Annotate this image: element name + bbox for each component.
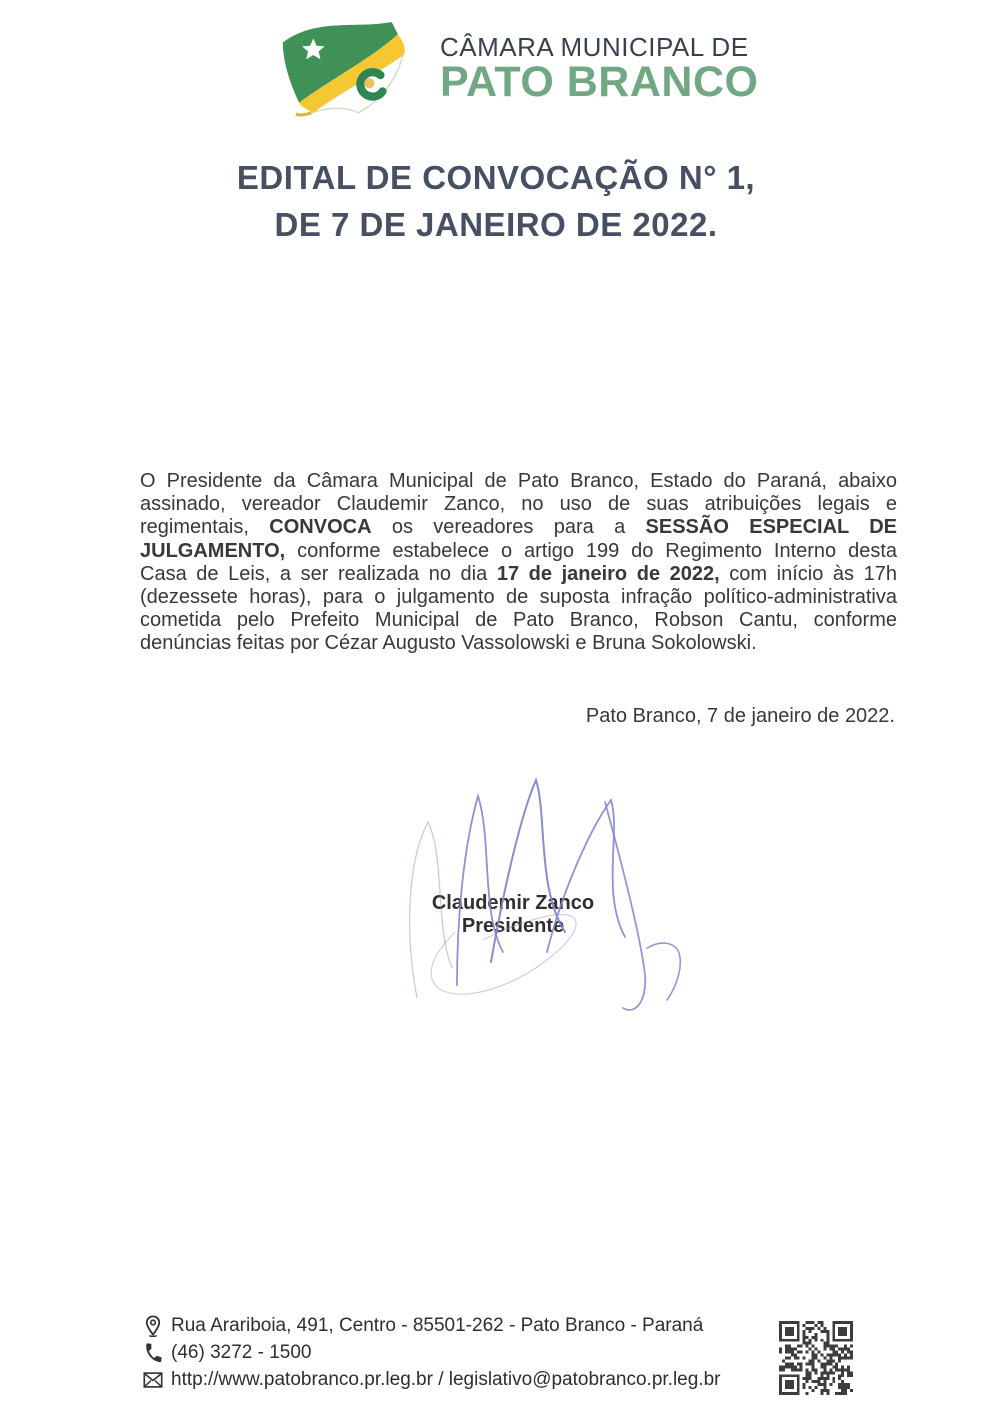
body-segment: cometida pelo Prefeito Municipal de Pato Branco, Robson Cantu, conforme — [140, 609, 897, 632]
body-line — [140, 540, 897, 563]
footer-web-row — [142, 1366, 721, 1393]
body-segment: conforme estabelece o artigo 199 do Regimento Interno desta — [285, 539, 897, 562]
flag-logo-icon — [266, 12, 434, 124]
footer-phone-row — [142, 1339, 721, 1366]
body-segment: denúncias feitas por Cézar Augusto Vassolowski e Bruna Sokolowski. — [140, 632, 757, 655]
body-line — [140, 493, 897, 516]
body-segment: O Presidente da Câmara Municipal de Pato Branco, Estado do Paraná, abaixo — [140, 470, 897, 492]
doc-title — [0, 154, 992, 248]
body-segment: com início às 17h — [719, 562, 897, 585]
signatory-name: Claudemir Zanco — [431, 892, 595, 914]
body-line — [140, 632, 897, 655]
footer-address-row — [142, 1312, 721, 1339]
body-paragraph — [140, 470, 897, 656]
body-segment: SESSÃO ESPECIAL DE — [645, 516, 897, 539]
footer — [142, 1312, 721, 1393]
footer-web: http://www.patobranco.pr.leg.br / legislativo@patobranco.pr.leg.br — [171, 1368, 721, 1390]
body-segment: regimentais, — [140, 516, 270, 539]
body-line — [140, 563, 897, 586]
body-line — [140, 609, 897, 632]
signature-block — [363, 892, 663, 938]
signatory-role: Presidente — [461, 915, 565, 937]
doc-title-line1: EDITAL DE CONVOCAÇÃO N° 1, — [236, 159, 756, 196]
footer-phone: (46) 3272 - 1500 — [171, 1341, 312, 1363]
body-segment: assinado, vereador Claudemir Zanco, no uso de suas atribuições legais e — [140, 493, 897, 516]
org-name-line1: CÂMARA MUNICIPAL DE — [440, 32, 749, 62]
location-pin-icon — [142, 1315, 164, 1337]
envelope-icon — [142, 1369, 164, 1391]
body-segment: JULGAMENTO, — [140, 539, 286, 562]
body-segment: os vereadores para a — [371, 516, 646, 539]
org-name-line2: PATO BRANCO — [440, 58, 759, 106]
dateline: Pato Branco, 7 de janeiro de 2022. — [585, 705, 895, 727]
body-segment: 17 de janeiro de 2022, — [496, 562, 720, 585]
doc-title-line2: DE 7 DE JANEIRO DE 2022. — [274, 206, 718, 243]
body-segment: Casa de Leis, a ser realizada no dia — [140, 562, 497, 585]
body-segment: (dezessete horas), para o julgamento de suposta infração político-administrativa — [140, 586, 897, 609]
body-line — [140, 470, 897, 493]
body-segment: CONVOCA — [269, 516, 372, 539]
org-wordmark — [440, 34, 758, 104]
qr-code — [779, 1321, 853, 1395]
body-line — [140, 516, 897, 539]
body-line — [140, 586, 897, 609]
phone-icon — [142, 1342, 164, 1364]
footer-address: Rua Arariboia, 491, Centro - 85501-262 - Pato Branco - Paraná — [171, 1314, 704, 1336]
